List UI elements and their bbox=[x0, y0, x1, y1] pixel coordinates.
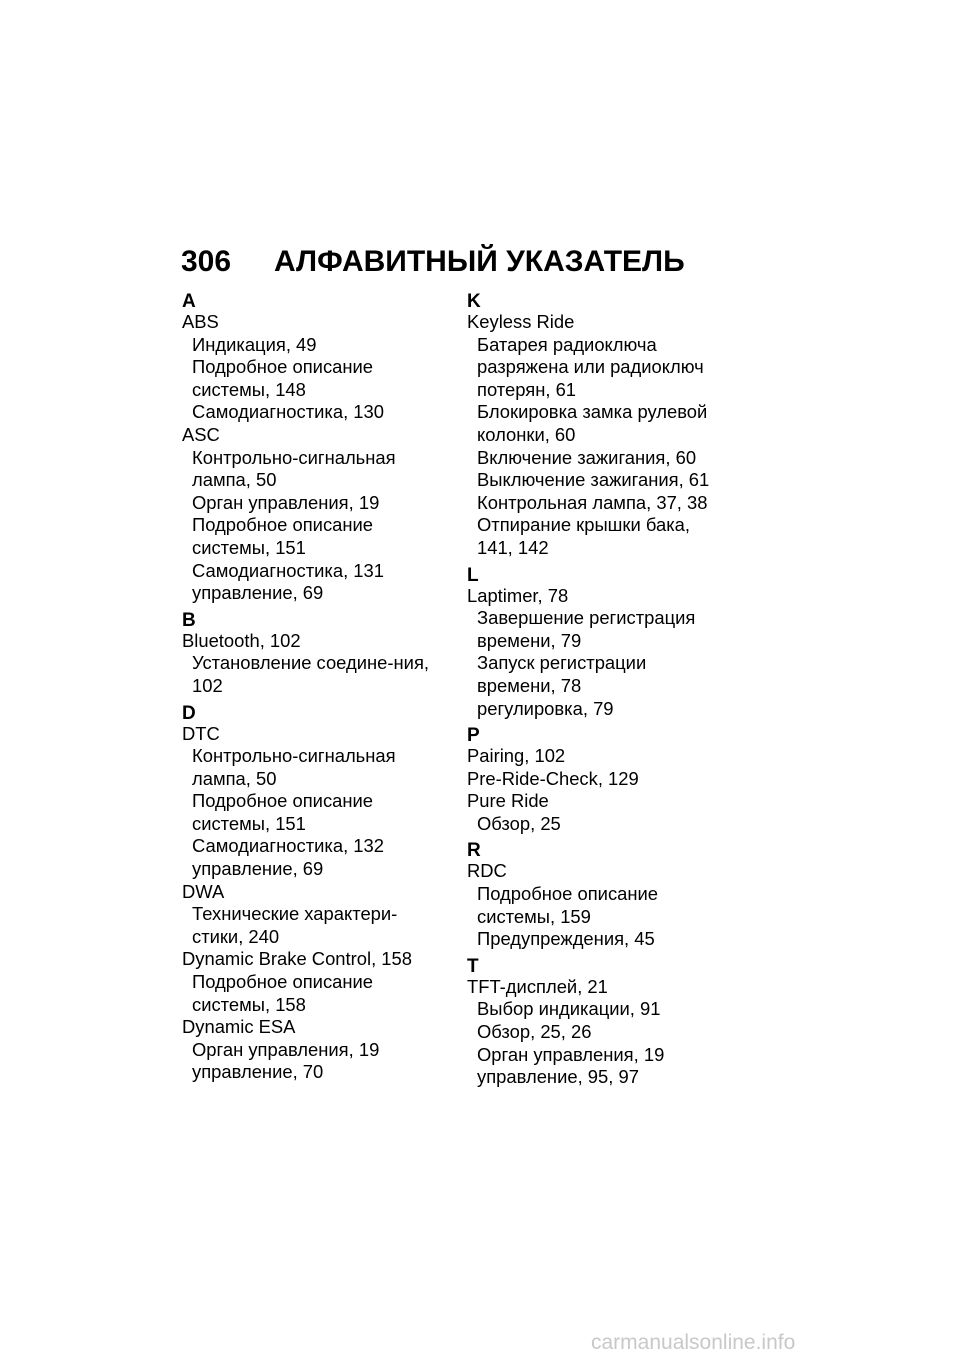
entry-subitem: Контрольная лампа, 37, 38 bbox=[477, 491, 708, 513]
entry-subitem: Включение зажигания, 60 bbox=[477, 446, 697, 468]
entry-subitem: Выбор индикации, 91 bbox=[477, 998, 661, 1020]
entry-title: Dynamic ESA bbox=[182, 1016, 296, 1038]
entry-subitem: Завершение регистрация времени, 79 bbox=[477, 607, 696, 651]
index-entry bbox=[467, 976, 727, 1089]
index-entry bbox=[467, 585, 727, 721]
index-entry bbox=[467, 860, 727, 950]
entry-title: Bluetooth, 102 bbox=[182, 629, 301, 651]
entry-subitem: регулировка, 79 bbox=[477, 697, 614, 719]
entry-subitem: управление, 95, 97 bbox=[477, 1066, 639, 1088]
index-section bbox=[467, 957, 727, 1089]
section-letter: P bbox=[467, 725, 480, 747]
entry-title: Keyless Ride bbox=[467, 311, 575, 332]
section-letter: T bbox=[467, 955, 479, 977]
entry-title: DWA bbox=[182, 880, 225, 902]
entry-title: ABS bbox=[182, 311, 219, 332]
entry-subitem: Самодиагностика, 132 bbox=[192, 835, 384, 857]
index-section bbox=[182, 704, 442, 1085]
entry-subitem: Выключение зажигания, 61 bbox=[477, 469, 710, 491]
entry-subitem: Подробное описание системы, 151 bbox=[192, 514, 374, 558]
entry-title: Dynamic Brake Control, 158 bbox=[182, 948, 412, 970]
index-entry bbox=[182, 311, 442, 424]
entry-title: ASC bbox=[182, 423, 220, 445]
entry-subitem: Блокировка замка рулевой колонки, 60 bbox=[477, 401, 708, 445]
index-entry bbox=[182, 630, 442, 698]
entry-subitem: Отпирание крышки бака, 141, 142 bbox=[477, 514, 690, 558]
section-letter: L bbox=[467, 564, 479, 586]
entry-title: Laptimer, 78 bbox=[467, 584, 569, 606]
section-letter: K bbox=[467, 291, 481, 312]
index-entry bbox=[467, 768, 727, 791]
page-title: АЛФАВИТНЫЙ УКАЗАТЕЛЬ bbox=[274, 245, 685, 278]
entry-subitem: Подробное описание системы, 159 bbox=[477, 883, 659, 927]
entry-title: Pairing, 102 bbox=[467, 745, 566, 767]
index-entry bbox=[182, 948, 442, 1016]
entry-title: Pure Ride bbox=[467, 790, 549, 812]
index-entry bbox=[467, 311, 727, 560]
index-section bbox=[467, 726, 727, 835]
entry-subitem: Орган управления, 19 bbox=[477, 1043, 665, 1065]
index-entry bbox=[467, 790, 727, 835]
index-section bbox=[182, 611, 442, 698]
section-letter: B bbox=[182, 609, 196, 631]
entry-subitem: управление, 69 bbox=[192, 858, 324, 880]
watermark: carmanualsonline.info bbox=[591, 1331, 796, 1354]
entry-subitem: Установление соедине-ния, 102 bbox=[192, 652, 430, 696]
entry-subitem: Орган управления, 19 bbox=[192, 1038, 380, 1060]
page-number: 306 bbox=[181, 245, 232, 278]
entry-subitem: Подробное описание системы, 158 bbox=[192, 971, 374, 1015]
entry-subitem: Запуск регистрации времени, 78 bbox=[477, 652, 647, 696]
entry-subitem: Обзор, 25, 26 bbox=[477, 1021, 592, 1043]
entry-subitem: Индикация, 49 bbox=[192, 333, 317, 355]
entry-title: RDC bbox=[467, 860, 507, 882]
entry-subitem: Обзор, 25 bbox=[477, 812, 561, 834]
page-header bbox=[181, 244, 685, 280]
section-letter: D bbox=[182, 702, 196, 724]
index-entry bbox=[182, 881, 442, 949]
section-letter: R bbox=[467, 840, 481, 862]
index-section bbox=[467, 841, 727, 950]
entry-subitem: Самодиагностика, 130 bbox=[192, 401, 384, 423]
entry-subitem: Технические характери-стики, 240 bbox=[192, 903, 398, 947]
section-letter: A bbox=[182, 291, 196, 312]
entry-title: TFT-дисплей, 21 bbox=[467, 975, 608, 997]
entry-title: Pre-Ride-Check, 129 bbox=[467, 767, 639, 789]
entry-title: DTC bbox=[182, 722, 220, 744]
entry-subitem: Подробное описание системы, 148 bbox=[192, 356, 374, 400]
entry-subitem: управление, 69 bbox=[192, 582, 324, 604]
index-section bbox=[467, 566, 727, 721]
index-entry bbox=[467, 745, 727, 768]
entry-subitem: Предупреждения, 45 bbox=[477, 928, 655, 950]
entry-subitem: Батарея радиоключа разряжена или радиоключ потерян, 61 bbox=[477, 333, 704, 400]
entry-subitem: Контрольно-сигнальная лампа, 50 bbox=[192, 745, 396, 789]
entry-subitem: Орган управления, 19 bbox=[192, 491, 380, 513]
entry-subitem: Подробное описание системы, 151 bbox=[192, 790, 374, 834]
index-entry bbox=[182, 424, 442, 605]
index-entry bbox=[182, 1016, 442, 1084]
index-column-right bbox=[467, 292, 727, 1095]
index-entry bbox=[182, 723, 442, 881]
index-section bbox=[182, 292, 442, 605]
index-section bbox=[467, 292, 727, 560]
entry-subitem: Самодиагностика, 131 bbox=[192, 559, 384, 581]
entry-subitem: управление, 70 bbox=[192, 1061, 324, 1083]
index-column-left bbox=[182, 292, 442, 1090]
entry-subitem: Контрольно-сигнальная лампа, 50 bbox=[192, 446, 396, 491]
